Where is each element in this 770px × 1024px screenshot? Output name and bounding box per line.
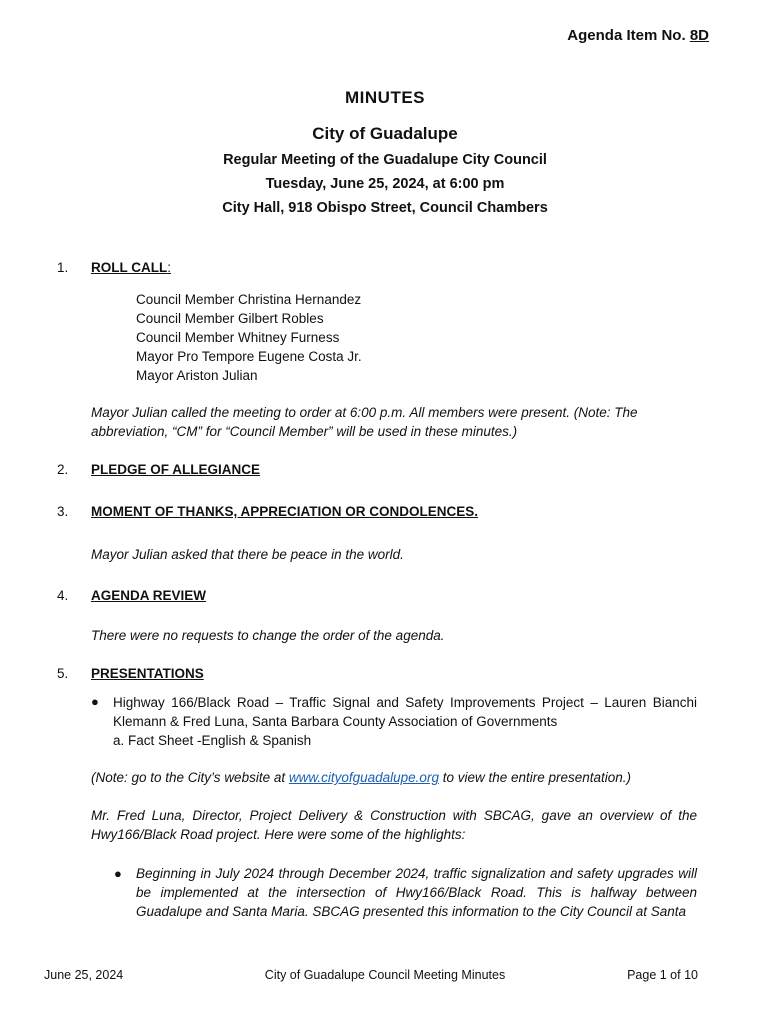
meeting-heading: Regular Meeting of the Guadalupe City Council — [223, 152, 547, 168]
note-prefix: (Note: go to the City’s website at — [91, 770, 289, 785]
section-3-text: Mayor Julian asked that there be peace in the world. — [91, 547, 404, 562]
footer-date: June 25, 2024 — [44, 968, 124, 982]
bullet-icon: ● — [91, 694, 99, 709]
roll-call-title: ROLL CALL — [91, 260, 168, 275]
presentation-attachment: a. Fact Sheet -English & Spanish — [113, 733, 312, 748]
minutes-heading: MINUTES — [345, 88, 425, 107]
roll-call-member: Mayor Pro Tempore Eugene Costa Jr. — [136, 349, 362, 364]
presentation-note — [91, 768, 697, 787]
date-heading: Tuesday, June 25, 2024, at 6:00 pm — [265, 176, 505, 192]
roll-call-member: Council Member Christina Hernandez — [136, 292, 362, 307]
roll-call-member: Council Member Gilbert Robles — [136, 311, 324, 326]
presentation-item — [113, 693, 697, 750]
note-suffix: to view the entire presentation.) — [438, 770, 632, 785]
agenda-number: 8D — [689, 27, 709, 44]
city-website-link[interactable]: www.cityofguadalupe.org — [288, 770, 439, 785]
bullet-icon: ● — [114, 866, 122, 881]
section-4-text: There were no requests to change the order of the agenda. — [91, 628, 445, 643]
footer-page: Page 1 of 10 — [627, 968, 698, 982]
roll-call-note: Mayor Julian called the meeting to order at 6:00 p.m. All members were present. (Note: The abbreviation, “CM” for “Council Member” will be used in these minutes.) — [91, 405, 638, 439]
roll-call-list — [136, 290, 362, 385]
roll-call-member: Council Member Whitney Furness — [136, 330, 340, 345]
roll-call-member: Mayor Ariston Julian — [136, 368, 258, 383]
presentation-line-2: Klemann & Fred Luna, Santa Barbara County Association of Governments — [113, 714, 558, 729]
agenda-label-text: Agenda Item No. — [567, 27, 686, 44]
agenda-item-label — [567, 27, 709, 44]
section-1-title — [91, 260, 171, 275]
section-4-title: AGENDA REVIEW — [91, 588, 207, 603]
location-heading: City Hall, 918 Obispo Street, Council Chambers — [222, 200, 548, 216]
section-5-number: 5. — [57, 666, 69, 681]
presentation-line-1: Highway 166/Black Road – Traffic Signal and Safety Improvements Project – Lauren Bianchi — [113, 695, 697, 710]
section-5-title: PRESENTATIONS — [91, 666, 204, 681]
roll-call-colon: : — [167, 260, 172, 275]
section-3-title: MOMENT OF THANKS, APPRECIATION OR CONDOLENCES. — [91, 504, 479, 519]
highlight-item: Beginning in July 2024 through December 2024, traffic signalization and safety upgrades will be implemented at the intersection of Hwy166/Black Road. This is halfway between Guadalupe and Santa Maria. SBCAG presented this information to the City Council at Santa — [136, 866, 697, 919]
section-1-number: 1. — [57, 260, 69, 275]
section-3-number: 3. — [57, 504, 69, 519]
section-4-number: 4. — [57, 588, 69, 603]
overview-paragraph: Mr. Fred Luna, Director, Project Delivery & Construction with SBCAG, gave an overview of the Hwy166/Black Road project. Here were some of the highlights: — [91, 808, 697, 842]
section-2-number: 2. — [57, 462, 69, 477]
section-2-title: PLEDGE OF ALLEGIANCE — [91, 462, 261, 477]
city-heading: City of Guadalupe — [312, 124, 458, 143]
footer-title: City of Guadalupe Council Meeting Minutes — [264, 968, 506, 982]
